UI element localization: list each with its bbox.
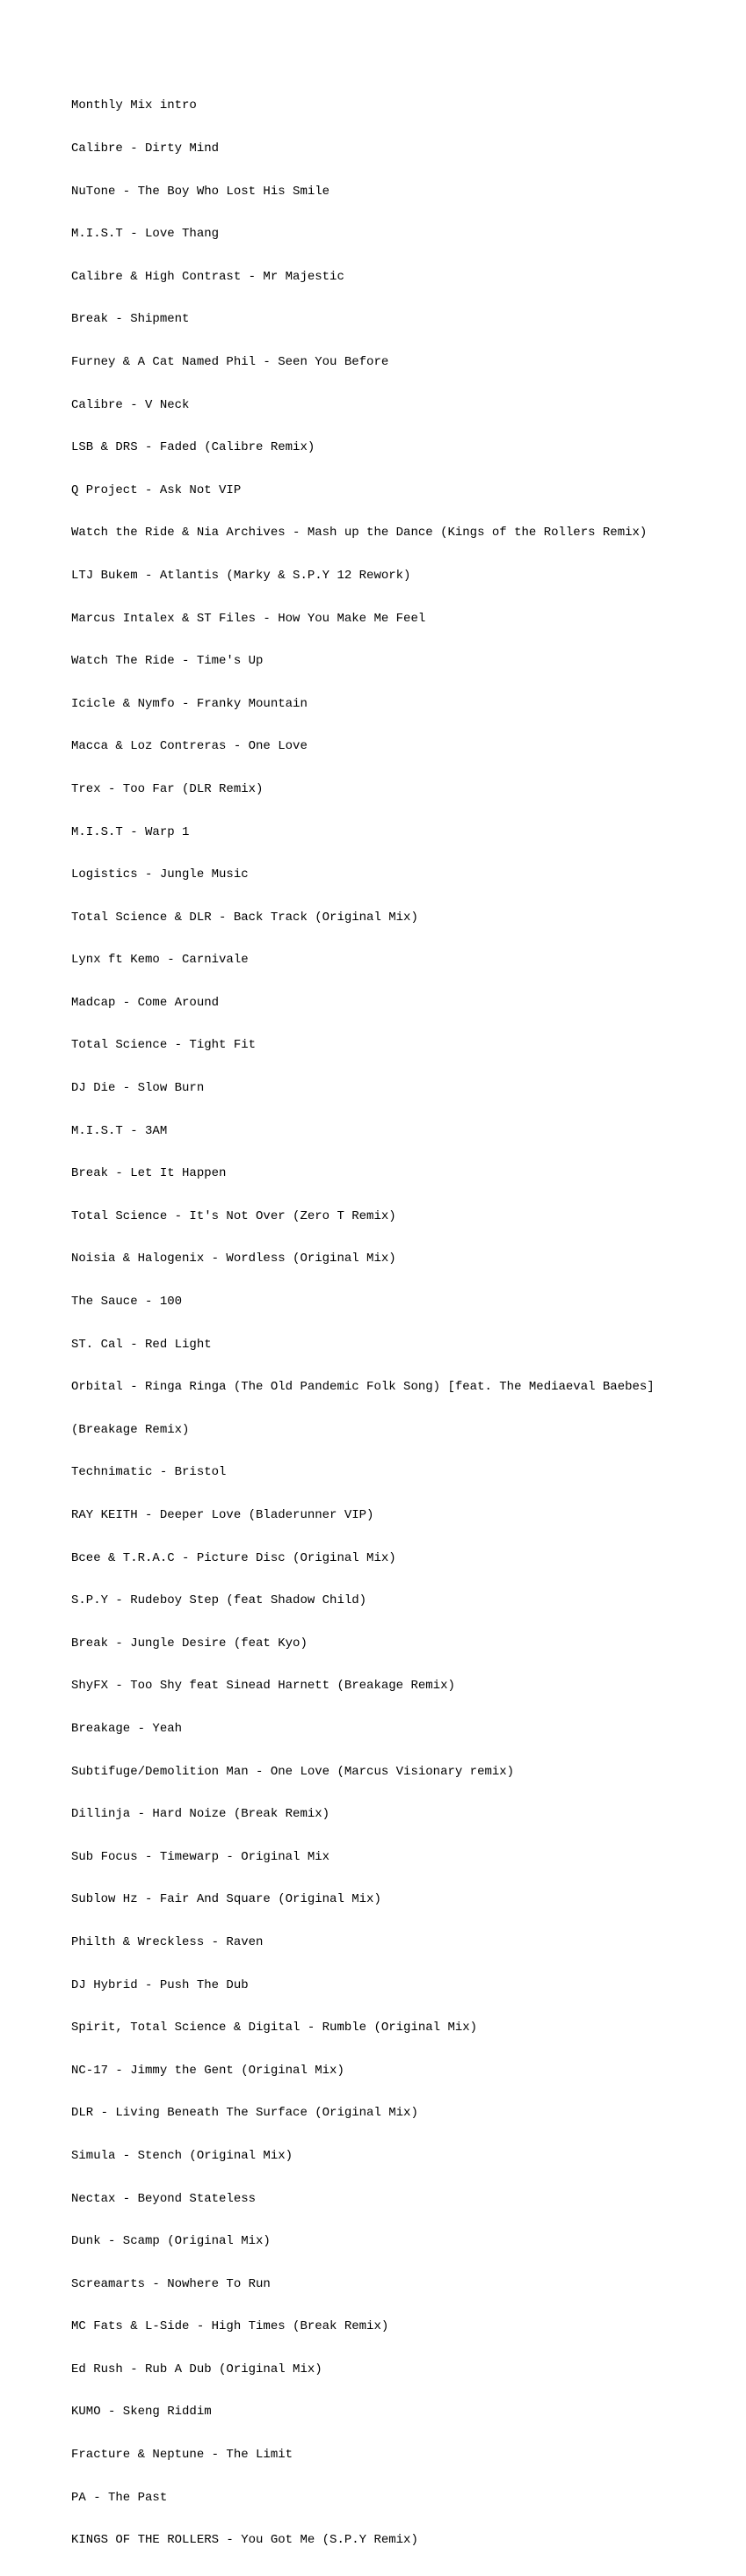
tracklist-line: Monthly Mix intro bbox=[71, 98, 197, 113]
tracklist-line: LSB & DRS - Faded (Calibre Remix) bbox=[71, 440, 315, 455]
tracklist-line: DJ Die - Slow Burn bbox=[71, 1081, 205, 1096]
tracklist-line: Total Science - It's Not Over (Zero T Remix) bbox=[71, 1208, 396, 1223]
tracklist-line: Sub Focus - Timewarp - Original Mix bbox=[71, 1849, 330, 1864]
tracklist-line: Technimatic - Bristol bbox=[71, 1465, 227, 1480]
tracklist-line: KINGS OF THE ROLLERS - You Got Me (S.P.Y Remix) bbox=[71, 2533, 418, 2548]
tracklist-line: Q Project - Ask Not VIP bbox=[71, 483, 242, 497]
tracklist-line: KUMO - Skeng Riddim bbox=[71, 2405, 212, 2420]
tracklist-line: M.I.S.T - Love Thang bbox=[71, 227, 220, 242]
tracklist-line: M.I.S.T - 3AM bbox=[71, 1123, 168, 1138]
tracklist-line: Fracture & Neptune - The Limit bbox=[71, 2448, 293, 2463]
tracklist-line: MC Fats & L-Side - High Times (Break Remix) bbox=[71, 2319, 389, 2334]
tracklist-line: ShyFX - Too Shy feat Sinead Harnett (Breakage Remix) bbox=[71, 1679, 455, 1694]
tracklist-line: M.I.S.T - Warp 1 bbox=[71, 824, 190, 839]
tracklist-line: Dunk - Scamp (Original Mix) bbox=[71, 2234, 271, 2249]
tracklist-line: Trex - Too Far (DLR Remix) bbox=[71, 781, 264, 796]
tracklist-line: Spirit, Total Science & Digital - Rumble (Original Mix) bbox=[71, 2021, 478, 2035]
tracklist-line: NuTone - The Boy Who Lost His Smile bbox=[71, 184, 330, 199]
tracklist-line: Calibre & High Contrast - Mr Majestic bbox=[71, 269, 344, 284]
tracklist-line: Sublow Hz - Fair And Square (Original Mix) bbox=[71, 1892, 381, 1907]
tracklist-line: Simula - Stench (Original Mix) bbox=[71, 2148, 293, 2163]
tracklist-line: Icicle & Nymfo - Franky Mountain bbox=[71, 696, 308, 711]
tracklist-line: (Breakage Remix) bbox=[71, 1422, 190, 1437]
tracklist-line: Noisia & Halogenix - Wordless (Original Mix) bbox=[71, 1252, 396, 1266]
tracklist-line: Watch the Ride & Nia Archives - Mash up the Dance (Kings of the Rollers Remix) bbox=[71, 526, 648, 541]
tracklist bbox=[71, 70, 655, 2576]
tracklist-line: Bcee & T.R.A.C - Picture Disc (Original Mix) bbox=[71, 1550, 396, 1565]
tracklist-line: S.P.Y - Rudeboy Step (feat Shadow Child) bbox=[71, 1593, 367, 1608]
tracklist-line: Furney & A Cat Named Phil - Seen You Before bbox=[71, 354, 389, 369]
tracklist-line: Break - Shipment bbox=[71, 312, 190, 327]
tracklist-line: Total Science - Tight Fit bbox=[71, 1038, 257, 1053]
tracklist-line: Break - Let It Happen bbox=[71, 1166, 227, 1181]
tracklist-line: Nectax - Beyond Stateless bbox=[71, 2191, 257, 2206]
tracklist-line: Macca & Loz Contreras - One Love bbox=[71, 739, 308, 754]
tracklist-line: Dillinja - Hard Noize (Break Remix) bbox=[71, 1807, 330, 1822]
tracklist-line: Orbital - Ringa Ringa (The Old Pandemic Folk Song) [feat. The Mediaeval Baebes] bbox=[71, 1380, 655, 1395]
tracklist-line: Marcus Intalex & ST Files - How You Make Me Feel bbox=[71, 611, 426, 626]
tracklist-line: RAY KEITH - Deeper Love (Bladerunner VIP) bbox=[71, 1508, 374, 1522]
tracklist-line: Subtifuge/Demolition Man - One Love (Marcus Visionary remix) bbox=[71, 1764, 515, 1779]
tracklist-line: Watch The Ride - Time's Up bbox=[71, 654, 264, 669]
tracklist-line: Break - Jungle Desire (feat Kyo) bbox=[71, 1636, 308, 1651]
tracklist-line: LTJ Bukem - Atlantis (Marky & S.P.Y 12 Rework) bbox=[71, 568, 411, 583]
tracklist-line: Madcap - Come Around bbox=[71, 995, 220, 1010]
tracklist-line: Breakage - Yeah bbox=[71, 1721, 183, 1736]
tracklist-line: Calibre - Dirty Mind bbox=[71, 141, 220, 156]
tracklist-line: Screamarts - Nowhere To Run bbox=[71, 2276, 271, 2291]
tracklist-line: Philth & Wreckless - Raven bbox=[71, 1934, 264, 1949]
tracklist-line: Ed Rush - Rub A Dub (Original Mix) bbox=[71, 2362, 322, 2376]
tracklist-line: Calibre - V Neck bbox=[71, 397, 190, 412]
tracklist-line: Logistics - Jungle Music bbox=[71, 867, 249, 882]
tracklist-line: Total Science & DLR - Back Track (Original Mix) bbox=[71, 910, 418, 925]
tracklist-line: PA - The Past bbox=[71, 2490, 168, 2505]
tracklist-line: ST. Cal - Red Light bbox=[71, 1337, 212, 1352]
tracklist-line: Lynx ft Kemo - Carnivale bbox=[71, 953, 249, 968]
tracklist-line: DJ Hybrid - Push The Dub bbox=[71, 1977, 249, 1992]
tracklist-line: The Sauce - 100 bbox=[71, 1295, 183, 1310]
tracklist-line: DLR - Living Beneath The Surface (Original Mix) bbox=[71, 2106, 418, 2121]
tracklist-line: NC-17 - Jimmy the Gent (Original Mix) bbox=[71, 2063, 344, 2078]
